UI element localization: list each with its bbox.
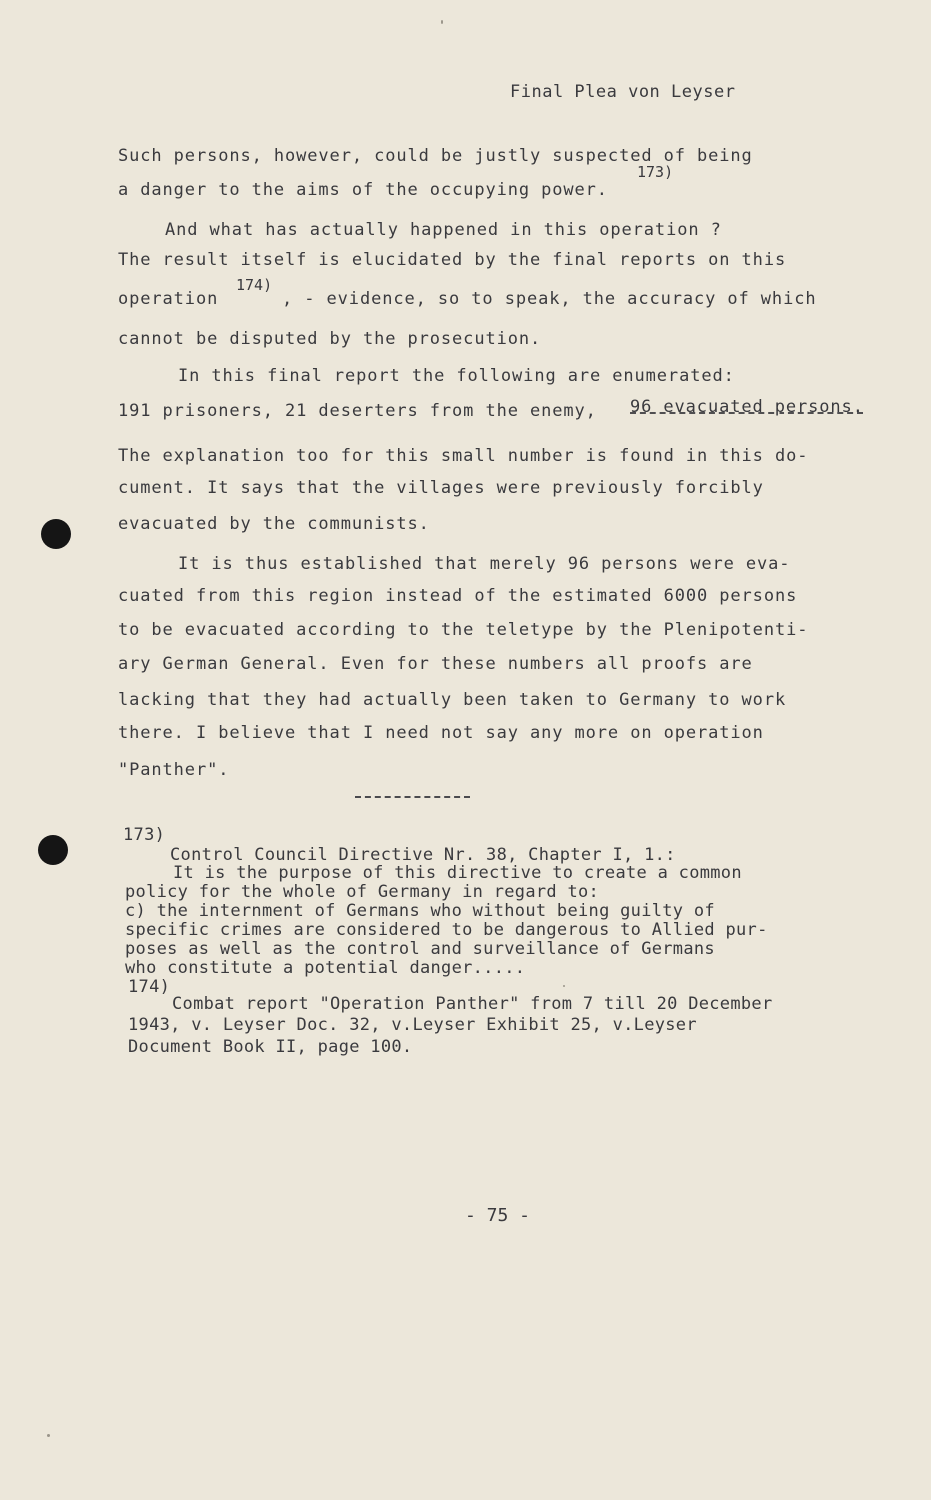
- body-line: a danger to the aims of the occupying power.: [118, 180, 608, 200]
- paper-speck: [47, 1434, 50, 1437]
- body-line: to be evacuated according to the teletype by the Plenipotenti-: [118, 620, 809, 640]
- body-line: there. I believe that I need not say any more on operation: [118, 723, 764, 743]
- footnote-line: 1943, v. Leyser Doc. 32, v.Leyser Exhibit 25, v.Leyser: [128, 1015, 697, 1035]
- footnote-line: who constitute a potential danger.....: [125, 958, 526, 978]
- body-line: 191 prisoners, 21 deserters from the enemy,: [118, 401, 597, 421]
- footnote-ref-174: 174): [236, 276, 273, 294]
- footnote-label-173: 173): [123, 825, 166, 845]
- body-line: And what has actually happened in this operation ?: [165, 220, 722, 240]
- body-line: "Panther".: [118, 760, 230, 780]
- footnote-line: specific crimes are considered to be dangerous to Allied pur-: [125, 920, 768, 940]
- footnote-label-174: 174): [128, 977, 171, 997]
- body-line: In this final report the following are enumerated:: [178, 366, 735, 386]
- body-line: lacking that they had actually been taken to Germany to work: [118, 690, 787, 710]
- page-header: Final Plea von Leyser: [510, 82, 736, 102]
- body-line: It is thus established that merely 96 persons were eva-: [178, 554, 791, 574]
- body-line: cument. It says that the villages were previously forcibly: [118, 478, 764, 498]
- footnote-ref-173: 173): [637, 163, 674, 181]
- paper-speck: [563, 985, 565, 987]
- footnote-divider: [355, 796, 470, 798]
- footnote-line: Combat report "Operation Panther" from 7 till 20 December: [172, 994, 773, 1014]
- footnote-line: Control Council Directive Nr. 38, Chapter I, 1.:: [170, 845, 676, 865]
- body-line: evacuated by the communists.: [118, 514, 430, 534]
- footnote-line: c) the internment of Germans who without being guilty of: [125, 901, 715, 921]
- body-line: Such persons, however, could be justly suspected of being: [118, 146, 753, 166]
- punch-hole: [38, 835, 68, 865]
- body-line-underlined: 96 evacuated persons.: [630, 397, 864, 417]
- paper-speck: [441, 20, 443, 24]
- body-line: The result itself is elucidated by the final reports on this: [118, 250, 787, 270]
- footnote-line: It is the purpose of this directive to create a common: [173, 863, 742, 883]
- footnote-line: policy for the whole of Germany in regard to:: [125, 882, 600, 902]
- body-line: , - evidence, so to speak, the accuracy of which: [282, 289, 817, 309]
- body-line: cannot be disputed by the prosecution.: [118, 329, 542, 349]
- footnote-line: poses as well as the control and surveillance of Germans: [125, 939, 715, 959]
- page-number: - 75 -: [465, 1205, 531, 1226]
- body-line: The explanation too for this small number is found in this do-: [118, 446, 809, 466]
- punch-hole: [41, 519, 71, 549]
- footnote-line: Document Book II, page 100.: [128, 1037, 413, 1057]
- body-line: ary German General. Even for these numbers all proofs are: [118, 654, 753, 674]
- body-line: cuated from this region instead of the estimated 6000 persons: [118, 586, 798, 606]
- body-line: operation: [118, 289, 219, 309]
